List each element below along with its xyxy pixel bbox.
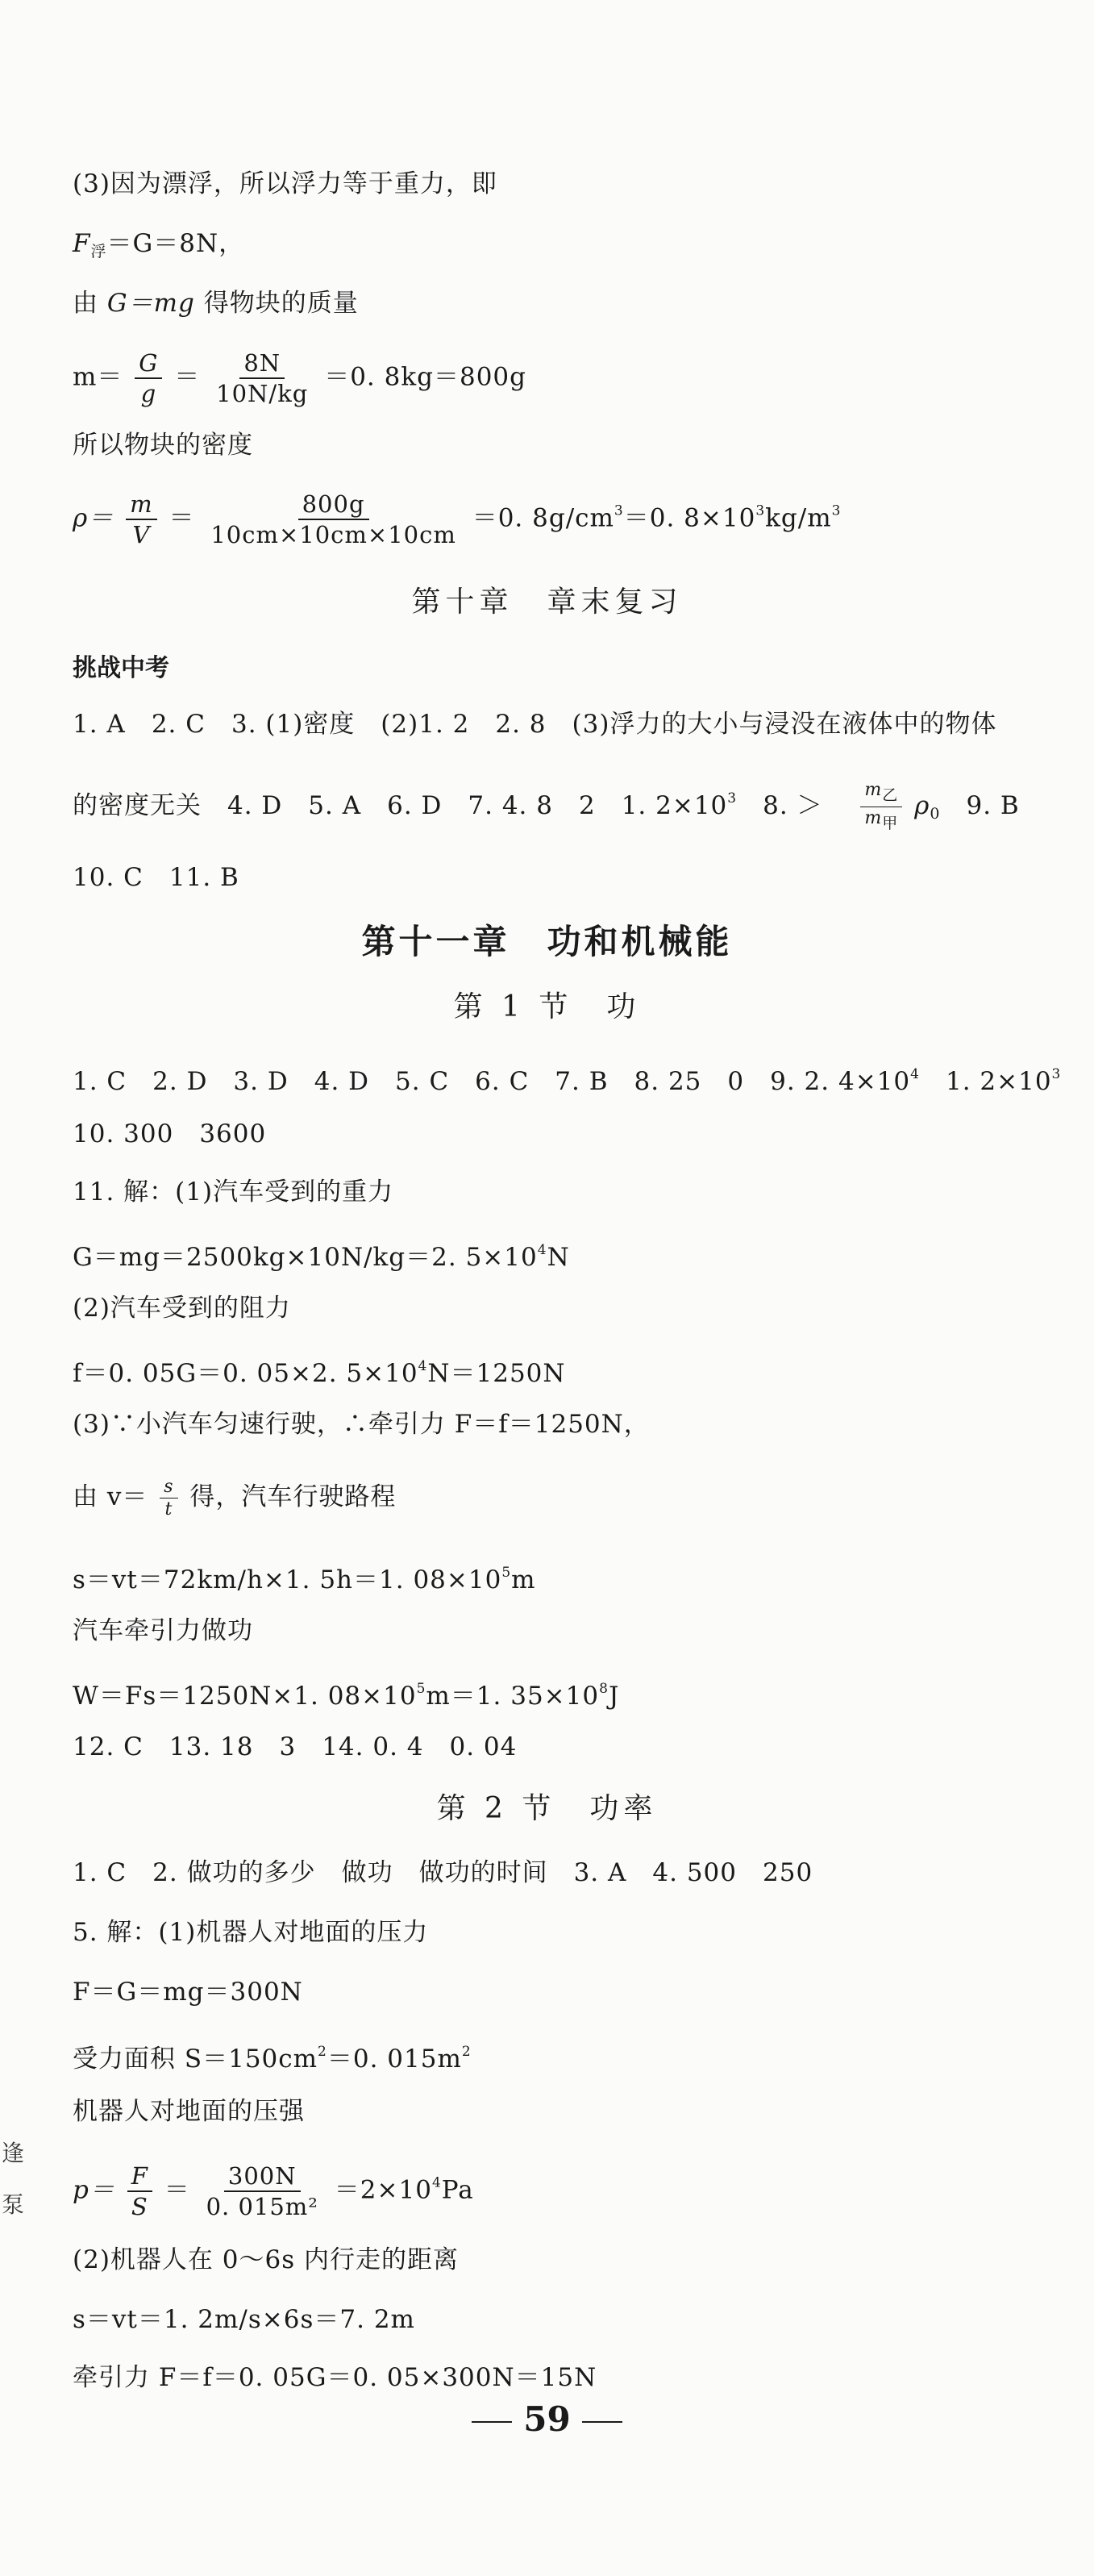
text-line: (2)机器人在 0～6s 内行走的距离 xyxy=(73,2245,459,2274)
fraction: $\frac{300N}{\text{0. 015m²}}$ xyxy=(206,2162,318,2220)
fraction: $\frac{G}{g}$ xyxy=(135,348,162,408)
formula-line: $F_浮=G=8N$， xyxy=(73,229,245,261)
text-line: (2)汽车受到的阻力 xyxy=(73,1294,291,1323)
answer-line: 10. C 11. B xyxy=(73,863,239,892)
text-line: 5. 解：(1)机器人对地面的压力 xyxy=(73,1918,429,1947)
chapter-title: 第十一章 功和机械能 xyxy=(361,922,733,961)
answer-line: 1. A 2. C 3. (1)密度 (2)1. 2 2. 8 (3)浮力的大小与浸没在液体中的物体 xyxy=(73,710,997,739)
fraction: $\frac{m}{V}$ xyxy=(126,490,157,549)
answer-line: 1. C 2. D 3. D 4. D 5. C 6. C 7. B 8. 25 0 9. 2. $4\times 10^4$ 1. $2\times 10^3$ xyxy=(73,1066,1062,1096)
section-label: 挑战中考 xyxy=(73,654,169,682)
answer-line: 1. C 2. 做功的多少 做功 做功的时间 3. A 4. 500 250 xyxy=(73,1858,813,1887)
formula-line: 由 v＝ $\frac{s}{t}$ 得，汽车行驶路程 xyxy=(73,1477,397,1519)
text-line: 11. 解：(1)汽车受到的重力 xyxy=(73,1178,394,1207)
page-number: 59 xyxy=(0,2397,1094,2442)
text-line: 所以物块的密度 xyxy=(73,431,253,460)
formula-line: 受力面积 $S=150cm^2=0$. $015m^2$ xyxy=(73,2044,472,2074)
answer-line: 的密度无关 4. D 5. A 6. D 7. 4. 8 2 1. $2\times 10^3$ 8. ＞ $\frac{m_乙}{m_甲}$ $\rho_0$ 9. B xyxy=(73,779,1020,835)
answer-line: 12. C 13. 18 3 14. 0. 4 0. 04 xyxy=(73,1732,518,1761)
section-title: 第 1 节 功 xyxy=(453,990,641,1023)
fraction: $\frac{800g}{10cm\times 10cm\times 10cm}$ xyxy=(210,490,456,548)
formula-line: p＝ $\frac{F}{S}$ ＝ $\frac{300N}{\text{0. 015m²}}$ $=2\times 10^4Pa$ xyxy=(73,2162,474,2220)
formula-line: W＝Fs＝1250N×1. $08\times 10^5m=1$. $35\times 10^8J$ xyxy=(73,1681,620,1711)
answer-line: 10. 300 3600 xyxy=(73,1119,267,1148)
fraction: $\frac{s}{t}$ xyxy=(160,1476,177,1520)
text-line: 汽车牵引力做功 xyxy=(73,1616,253,1645)
formula-line: s＝vt＝1. 2m/s×6s＝7. 2m xyxy=(73,2305,415,2334)
fraction: $\frac{8N}{10N/kg}$ xyxy=(216,349,309,407)
text-line: (3)∵小汽车匀速行驶，∴牵引力 F＝f＝1250N， xyxy=(73,1410,650,1439)
text-line: (3)因为漂浮，所以浮力等于重力，即 xyxy=(73,169,497,198)
footer-dash xyxy=(582,2421,622,2423)
section-title: 第 2 节 功率 xyxy=(436,1792,658,1825)
fraction: $\frac{F}{S}$ xyxy=(127,2161,152,2221)
fraction: $\frac{m_乙}{m_甲}$ xyxy=(860,779,902,835)
formula-line: F＝G＝mg＝300N xyxy=(73,1978,303,2007)
chapter-review-heading: 第十章 章末复习 xyxy=(411,586,683,619)
edge-text: 逢 xyxy=(2,2140,25,2166)
text-line: 由 G＝mg 得物块的质量 xyxy=(73,289,359,318)
formula-line: G＝mg＝2500kg×10N/kg＝2. $5\times 10^4N$ xyxy=(73,1242,570,1272)
formula-line: m＝ $\frac{G}{g}$ ＝ $\frac{8N}{10N/kg}$ ＝0. 8kg＝800g xyxy=(73,349,526,407)
formula-line: 牵引力 F＝f＝0. 05G＝0. 05×300N＝15N xyxy=(73,2363,597,2392)
text-line: 机器人对地面的压强 xyxy=(73,2097,305,2126)
formula-line: ρ＝ $\frac{m}{V}$ ＝ $\frac{800g}{10cm\times 10cm\times 10cm}$ ＝0. $8g/cm^3=0$. $8\times 10^3kg/m^3$ xyxy=(73,490,842,548)
formula-line: f＝0. 05G＝0. 05×2. $5\times 10^4N=1250N$ xyxy=(73,1358,566,1388)
footer-dash xyxy=(472,2421,512,2423)
formula-line: s＝vt＝72km/h×1. 5h＝1. $08\times 10^5m$ xyxy=(73,1565,536,1594)
edge-text: 泵 xyxy=(2,2191,25,2218)
